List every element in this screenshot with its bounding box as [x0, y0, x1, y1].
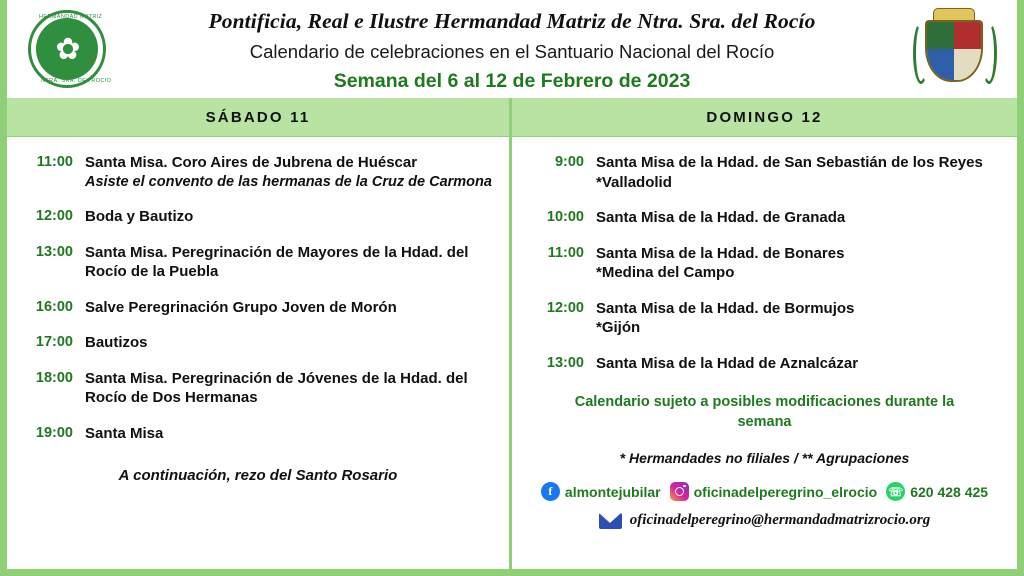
list-item: [21, 298, 495, 318]
list-item: [526, 153, 1003, 192]
event-description: [85, 153, 492, 191]
event-description: [596, 299, 854, 338]
list-item: [526, 208, 1003, 228]
list-item: [526, 299, 1003, 338]
email-icon: [599, 513, 622, 529]
event-description: Bautizos: [85, 334, 148, 352]
column-sunday: [512, 98, 1017, 569]
instagram-icon: [670, 482, 689, 501]
week-range: Semana del 6 al 12 de Febrero de 2023: [333, 69, 691, 92]
wreath-right-icon: [981, 22, 997, 84]
column-header-sunday: DOMINGO 12: [512, 98, 1017, 137]
email-contact[interactable]: [526, 512, 1003, 529]
event-time: 12:00: [546, 299, 584, 316]
event-time: 9:00: [554, 154, 584, 170]
dove-icon: ✿: [55, 33, 81, 66]
event-description: Santa Misa de la Hdad. de Granada: [596, 209, 846, 226]
email-address: oficinadelperegrino@hermandadmatrizrocio.org: [629, 512, 931, 529]
facebook-handle: almontejubilar: [564, 483, 661, 500]
list-item: [526, 244, 1003, 283]
event-time: 13:00: [35, 243, 73, 260]
day-columns: [7, 98, 1017, 569]
event-time: 13:00: [546, 354, 584, 371]
event-description: Santa Misa. Peregrinación de Mayores de la Hdad. del Rocío de la Puebla: [85, 243, 469, 281]
list-item: [21, 153, 495, 191]
event-description: Santa Misa: [85, 424, 164, 442]
whatsapp-icon: ☏: [886, 482, 905, 501]
event-time: 12:00: [35, 208, 73, 225]
event-time: 19:00: [35, 424, 73, 441]
crest-legend-bottom: NTRA. SRA. DEL ROCÍO: [41, 78, 112, 84]
column-saturday: [7, 98, 512, 569]
schedule-notice: Calendario sujeto a posibles modificaciones durante la semana: [574, 394, 955, 430]
shield-quarter-2: [954, 22, 981, 49]
event-time: 17:00: [35, 334, 73, 351]
instagram-link[interactable]: [670, 482, 878, 501]
event-subtitle: *Gijón: [596, 319, 641, 336]
social-links: [526, 482, 1003, 501]
event-description: [596, 244, 844, 283]
event-time: 16:00: [35, 298, 73, 315]
whatsapp-link[interactable]: [886, 482, 988, 501]
shield-quarter-3: [927, 49, 954, 80]
event-description: Santa Misa de la Hdad de Aznalcázar: [596, 354, 859, 372]
column-header-saturday: SÁBADO 11: [7, 98, 509, 137]
list-item: [21, 207, 495, 227]
legend-footnote: * Hermandades no filiales / ** Agrupaciones: [619, 450, 910, 467]
event-time: 11:00: [36, 154, 73, 170]
event-title: Santa Misa de la Hdad. de San Sebastián de los Reyes: [596, 154, 983, 171]
crest-legend-top: HERMANDAD MATRIZ: [39, 14, 103, 20]
page-title: Pontificia, Real e Ilustre Hermandad Matriz de Ntra. Sra. del Rocío: [208, 9, 816, 34]
event-description: Boda y Bautizo: [85, 208, 194, 226]
page-header: [7, 0, 1017, 98]
event-time: 10:00: [546, 209, 584, 225]
list-item: [21, 369, 495, 408]
facebook-link[interactable]: [541, 482, 661, 501]
column-body-saturday: [7, 137, 509, 490]
event-time: 11:00: [547, 244, 584, 261]
shield-icon: [925, 20, 983, 82]
list-item: [21, 424, 495, 444]
page-subtitle: Calendario de celebraciones en el Santuario Nacional del Rocío: [249, 40, 775, 62]
list-item: [526, 354, 1003, 374]
event-subtitle: *Valladolid: [596, 173, 672, 191]
event-title: Santa Misa de la Hdad. de Bormujos: [596, 299, 855, 317]
event-subtitle: *Medina del Campo: [596, 264, 735, 281]
coat-of-arms-right-icon: [909, 6, 1001, 94]
hermandad-matriz-crest-left-icon: [25, 10, 111, 90]
instagram-handle: oficinadelperegrino_elrocio: [693, 483, 878, 500]
event-description: Santa Misa. Peregrinación de Jóvenes de la Hdad. del Rocío de Dos Hermanas: [85, 369, 468, 407]
whatsapp-number: 620 428 425: [910, 483, 989, 500]
shield-quarter-4: [954, 49, 981, 80]
list-item: [21, 333, 495, 353]
list-item: [21, 243, 495, 282]
closing-note: A continuación, rezo del Santo Rosario: [118, 467, 398, 485]
shield-quarter-1: [927, 22, 954, 49]
crest-legend: [25, 10, 112, 88]
facebook-icon: f: [541, 482, 560, 501]
event-title: Santa Misa de la Hdad. de Bonares: [596, 244, 845, 262]
event-title: Santa Misa. Coro Aires de Jubrena de Huéscar: [85, 154, 418, 171]
event-time: 18:00: [35, 369, 73, 386]
column-body-sunday: [512, 137, 1017, 535]
event-description: Salve Peregrinación Grupo Joven de Morón: [85, 298, 397, 316]
event-note: Asiste el convento de las hermanas de la Cruz de Carmona: [85, 173, 492, 190]
event-description: [596, 153, 983, 192]
